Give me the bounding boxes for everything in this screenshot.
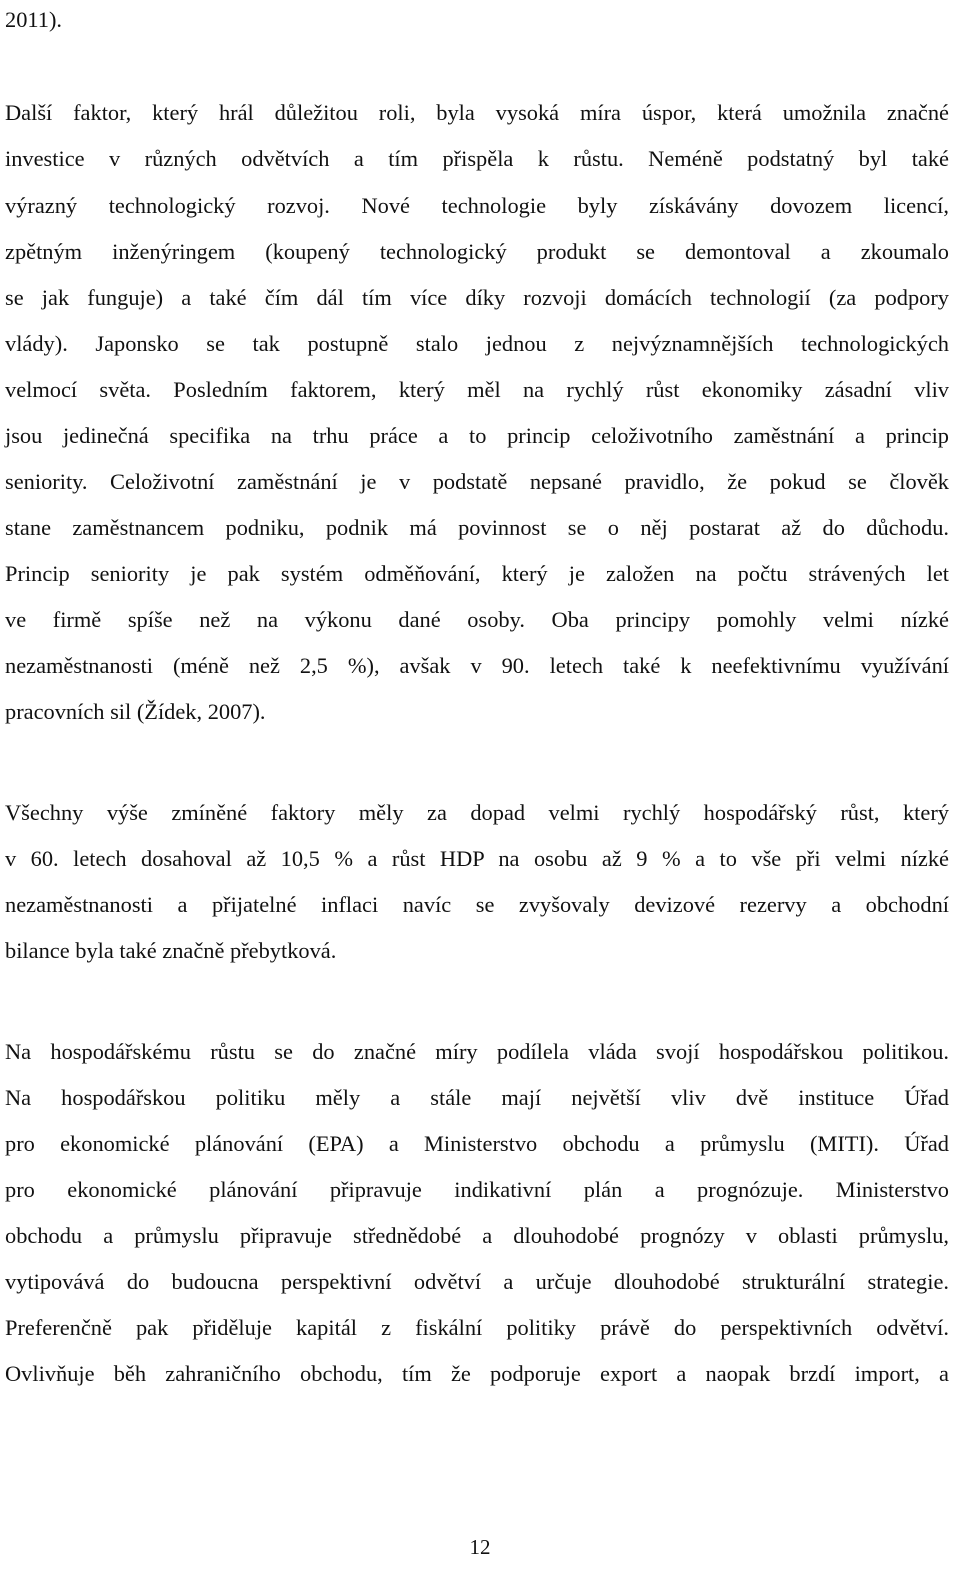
text-line: obchodu a průmyslu připravuje střednědobé a dlouhodobé prognózy v oblasti průmyslu, bbox=[5, 1223, 949, 1248]
text-line: zpětným inženýringem (koupený technologický produkt se demontoval a zkoumalo bbox=[5, 239, 949, 264]
text-line: stane zaměstnancem podniku, podnik má povinnost se o něj postarat až do důchodu. bbox=[5, 515, 949, 540]
text-line: výrazný technologický rozvoj. Nové technologie byly získávány dovozem licencí, bbox=[5, 193, 949, 218]
text-line: seniority. Celoživotní zaměstnání je v podstatě nepsané pravidlo, že pokud se člověk bbox=[5, 469, 949, 494]
text-line: vlády). Japonsko se tak postupně stalo jednou z nejvýznamnějších technologických bbox=[5, 331, 949, 356]
text-line: Na hospodářskou politiku měly a stále mají největší vliv dvě instituce Úřad bbox=[5, 1085, 949, 1110]
text-line: Další faktor, který hrál důležitou roli, byla vysoká míra úspor, která umožnila značné bbox=[5, 100, 949, 125]
page-number: 12 bbox=[469, 1535, 491, 1559]
text-line: vytipovává do budoucna perspektivní odvětví a určuje dlouhodobé strukturální strategie. bbox=[5, 1269, 949, 1294]
text-line: investice v různých odvětvích a tím přispěla k růstu. Neméně podstatný byl také bbox=[5, 146, 949, 171]
text-line: v 60. letech dosahoval až 10,5 % a růst HDP na osobu až 9 % a to vše při velmi nízké bbox=[5, 846, 949, 871]
text-line: Všechny výše zmíněné faktory měly za dopad velmi rychlý hospodářský růst, který bbox=[5, 800, 949, 825]
text-line: velmocí světa. Posledním faktorem, který měl na rychlý růst ekonomiky zásadní vliv bbox=[5, 377, 949, 402]
text-line: se jak funguje) a také čím dál tím více díky rozvoji domácích technologií (za podpory bbox=[5, 285, 949, 310]
text-line: pro ekonomické plánování připravuje indikativní plán a prognózuje. Ministerstvo bbox=[5, 1177, 949, 1202]
text-line: Preferenčně pak přiděluje kapitál z fiskální politiky právě do perspektivních odvětví. bbox=[5, 1315, 949, 1340]
text-line: Ovlivňuje běh zahraničního obchodu, tím že podporuje export a naopak brzdí import, a bbox=[5, 1361, 949, 1386]
text-line: 2011). bbox=[5, 7, 63, 32]
text-line: ve firmě spíše než na výkonu dané osoby. Oba principy pomohly velmi nízké bbox=[5, 607, 949, 632]
text-line: pro ekonomické plánování (EPA) a Ministerstvo obchodu a průmyslu (MITI). Úřad bbox=[5, 1131, 949, 1156]
text-line: Princip seniority je pak systém odměňování, který je založen na počtu strávených let bbox=[5, 561, 949, 586]
text-line: jsou jedinečná specifika na trhu práce a to princip celoživotního zaměstnání a princip bbox=[5, 423, 949, 448]
text-line: pracovních sil (Žídek, 2007). bbox=[5, 699, 266, 724]
text-line: Na hospodářskému růstu se do značné míry podílela vláda svojí hospodářskou politikou. bbox=[5, 1039, 949, 1064]
text-line: nezaměstnanosti (méně než 2,5 %), avšak v 90. letech také k neefektivnímu využívání bbox=[5, 653, 949, 678]
text-line: bilance byla také značně přebytková. bbox=[5, 938, 337, 963]
text-line: nezaměstnanosti a přijatelné inflaci navíc se zvyšovaly devizové rezervy a obchodní bbox=[5, 892, 949, 917]
